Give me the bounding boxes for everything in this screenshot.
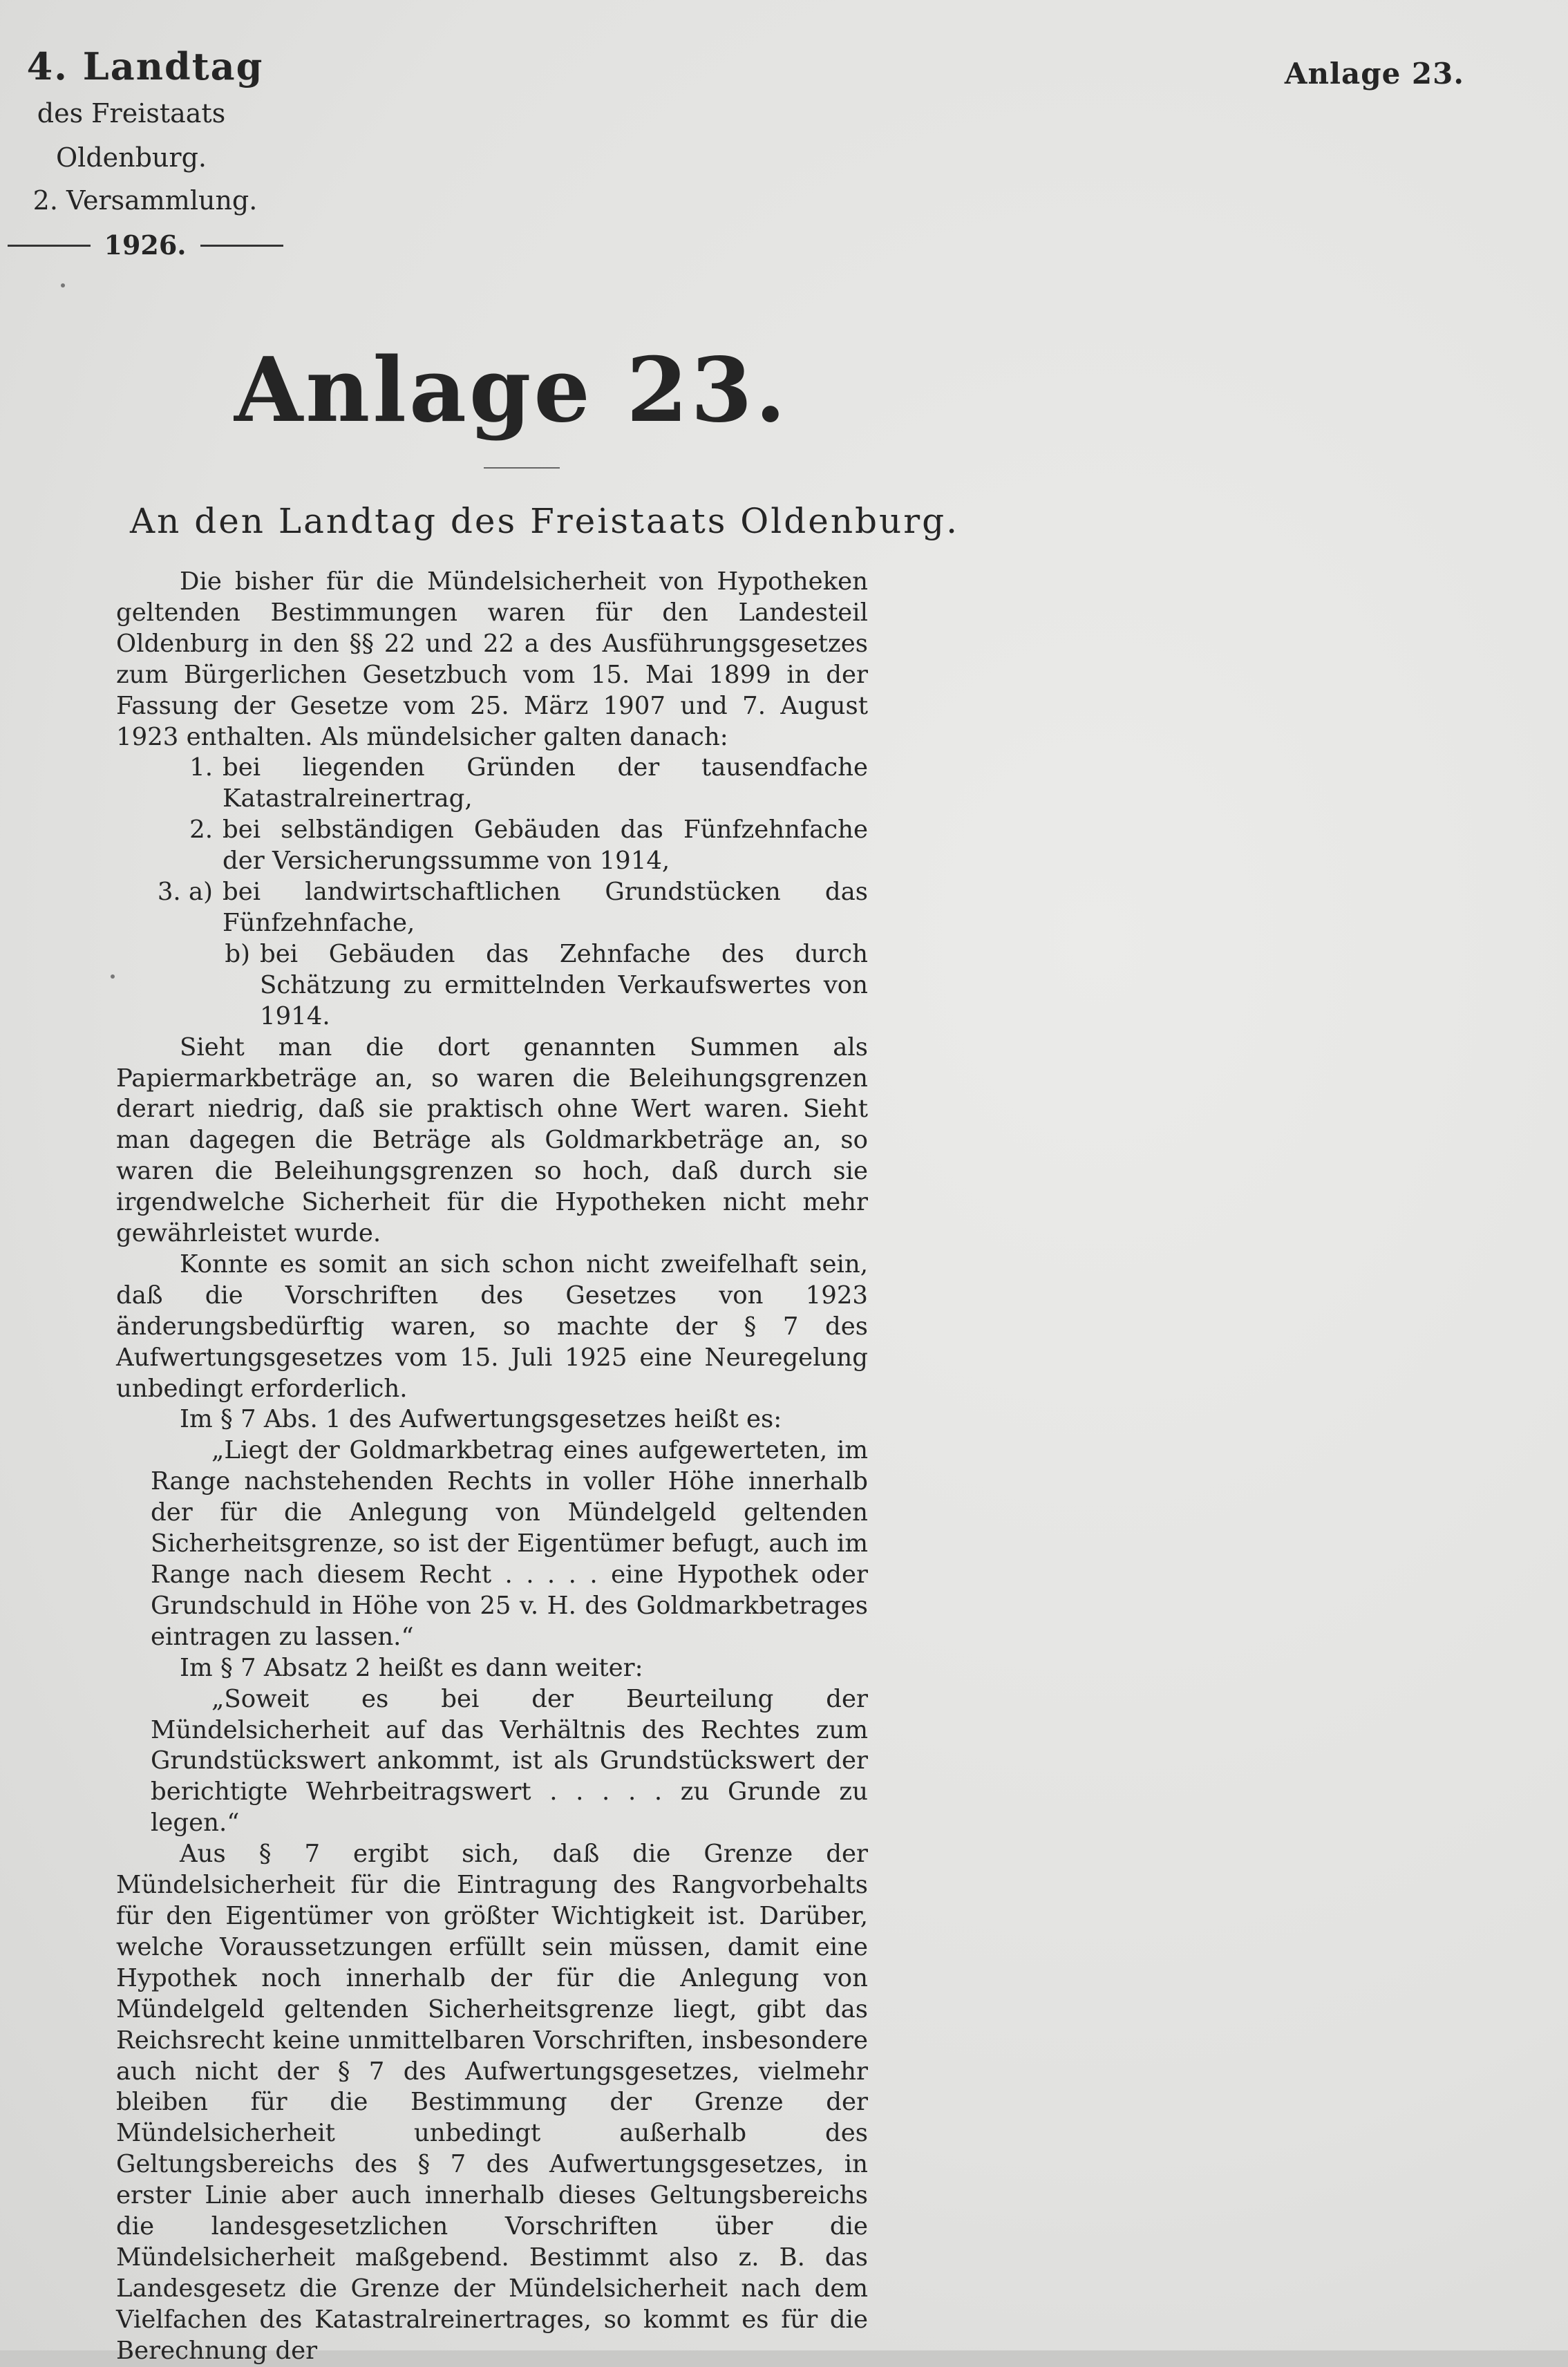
list-item-text: bei selbständigen Gebäuden das Fünfzehnfache der Versicherungssumme von 1914, — [223, 815, 868, 876]
scan-speck — [111, 974, 115, 979]
list-item-number: 2. — [189, 815, 213, 845]
list-item-text: bei liegenden Gründen der tausendfache Katastralreinertrag, — [223, 753, 868, 813]
list-item-number: 1. — [189, 753, 213, 782]
header-landtag: 4. Landtag — [26, 44, 264, 88]
paragraph-3: Konnte es somit an sich schon nicht zweifelhaft sein, daß die Vorschriften des Gesetzes von 1923 änderungsbedürftig waren, so machte der § 7 des Aufwertungsgesetzes vom 15. Juli 1925 eine Neuregelung unbedingt erforderlich. — [116, 1249, 868, 1403]
body-text — [116, 567, 868, 2367]
list-item-text: bei Gebäuden das Zehnfache des durch Schätzung zu ermittelnden Verkaufswertes von 1914. — [260, 939, 868, 1030]
list-item — [116, 753, 868, 815]
list-item — [116, 815, 868, 877]
paragraph-1: Die bisher für die Mündelsicherheit von Hypotheken geltenden Bestimmungen waren für den Landesteil Oldenburg in den §§ 22 und 22 a des Ausführungsgesetzes zum Bürgerlichen Gesetzbuch vom 15. Mai 1899 in der Fassung der Gesetze vom 25. März 1907 und 7. August 1923 enthalten. Als mündelsicher galten danach: — [116, 567, 868, 751]
list-item-number: 3. a) — [157, 878, 213, 907]
quotation-2 — [116, 1684, 868, 1840]
header-left-block — [0, 41, 290, 270]
list-item-number: b) — [225, 939, 250, 968]
paragraph-5: Im § 7 Absatz 2 heißt es dann weiter: — [180, 1653, 643, 1682]
list-item — [116, 877, 868, 939]
list-item — [116, 939, 868, 1032]
address-line: An den Landtag des Freistaats Oldenburg. — [130, 501, 960, 541]
header-rule-right — [200, 245, 283, 247]
header-versammlung: 2. Versammlung. — [32, 185, 258, 216]
paragraph-2: Sieht man die dort genannten Summen als Papiermarkbeträge an, so waren die Beleihungsgrenzen derart niedrig, daß sie praktisch ohne Wert waren. Sieht man dagegen die Beträge als Goldmarkbeträge an, so waren die Beleihungsgrenzen so hoch, daß durch sie irgendwelche Sicherheit für die Hypotheken nicht mehr gewährleistet wurde. — [116, 1032, 868, 1248]
header-freistaat: des Freistaats Oldenburg. — [37, 98, 226, 173]
scan-speck — [61, 283, 65, 287]
paragraph-6: Aus § 7 ergibt sich, daß die Grenze der Mündelsicherheit für die Eintragung des Rangvorbehalts für den Eigentümer von größter Wichtigkeit ist. Darüber, welche Voraussetzungen erfüllt sein müssen, damit eine Hypothek noch innerhalb der für die Anlegung von Mündelgeld geltenden Sicherheitsgrenze liegt, gibt das Reichsrecht keine unmittelbaren Vorschriften, insbesondere auch nicht der § 7 des Aufwertungsgesetzes, vielmehr bleiben für die Bestimmung der Grenze der Mündelsicherheit unbedingt außerhalb des Geltungsbereichs des § 7 des Aufwertungsgesetzes, in erster Linie aber auch innerhalb dieses Geltungsbereichs die landesgesetzlichen Vorschriften über die Mündelsicherheit maßgebend. Bestimmt also z. B. das Landesgesetz die Grenze der Mündelsicherheit nach dem Vielfachen des Katastralreinertrages, so kommt es für die Berechnung der — [116, 1840, 868, 2365]
quotation-1 — [116, 1435, 868, 1652]
page-title: Anlage 23. — [234, 339, 789, 442]
header-year: 1926. — [104, 229, 187, 261]
title-divider — [484, 467, 560, 469]
quotation-1-text: „Liegt der Goldmarkbetrag eines aufgewerteten, im Range nachstehenden Rechts in voller Höhe innerhalb der für die Anlegung von Mündelgeld geltenden Sicherheitsgrenze, so ist der Eigentümer befugt, auch im Range nach diesem Recht . . . . . eine Hypothek oder Grundschuld in Höhe von 25 v. H. des Goldmarkbetrages eintragen zu lassen.“ — [151, 1436, 868, 1651]
header-rule-left — [8, 245, 91, 247]
header-anlage-label: Anlage 23. — [1284, 57, 1464, 91]
paragraph-4: Im § 7 Abs. 1 des Aufwertungsgesetzes heißt es: — [180, 1405, 782, 1434]
quotation-2-text: „Soweit es bei der Beurteilung der Mündelsicherheit auf das Verhältnis des Rechtes zum Grundstückswert ankommt, ist als Grundstückswert der berichtigte Wehrbeitragswert . . . . . zu Grunde zu legen.“ — [151, 1684, 868, 1838]
header-year-row — [0, 221, 290, 270]
list-item-text: bei landwirtschaftlichen Grundstücken das Fünfzehnfache, — [223, 878, 868, 937]
